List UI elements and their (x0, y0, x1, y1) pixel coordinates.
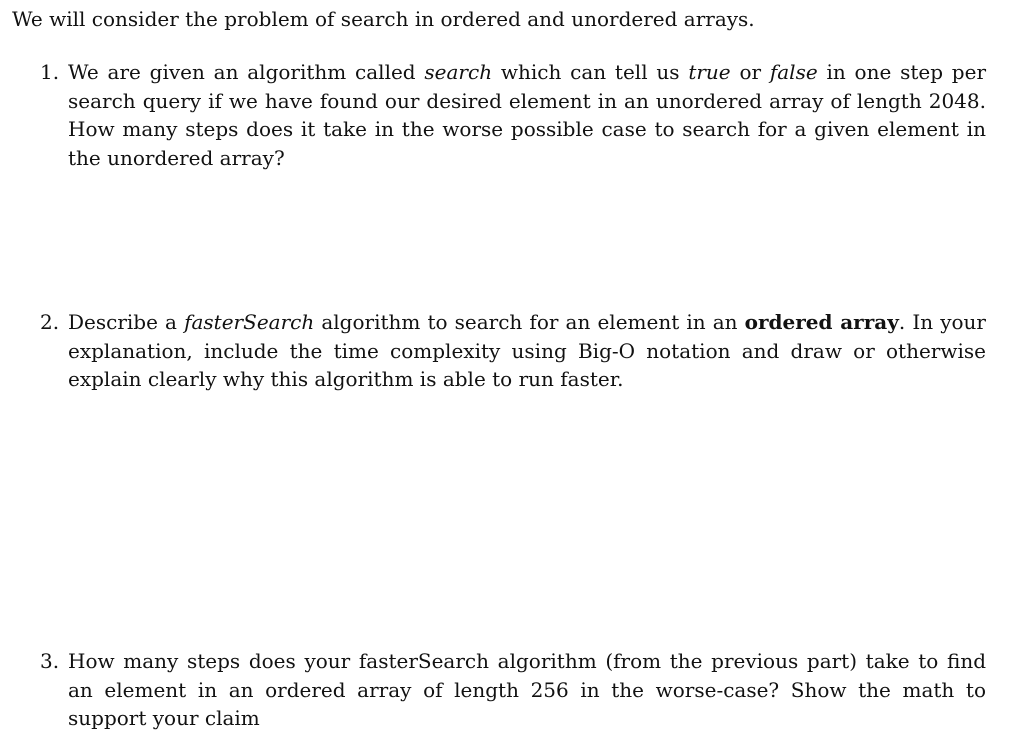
question-1-term-true: true (688, 60, 731, 84)
question-2-text (68, 308, 986, 394)
question-2-text-part: Describe a (68, 310, 185, 334)
intro-paragraph: We will consider the problem of search in ordered and unordered arrays. (12, 7, 755, 31)
question-3 (40, 647, 986, 733)
question-1-number: 1. (40, 60, 60, 84)
question-3-number: 3. (40, 649, 60, 673)
question-2-term-fastersearch: fasterSearch (184, 310, 315, 334)
question-1 (40, 58, 986, 172)
question-2-number: 2. (40, 310, 60, 334)
question-2-term-ordered-array: ordered array (744, 310, 899, 334)
question-1-text-part: which can tell us (492, 60, 689, 84)
question-1-text-part: in one step per search query if we have found our desired element in an unordered array of length 2048. How many steps does it take in the worse possible case to search for a given element in the unordered array? (68, 60, 986, 170)
question-3-text-part: How many steps does your fasterSearch algorithm (from the previous part) take to find an element in an ordered array of length 256 in the worse-case? Show the math to support your claim (68, 649, 986, 730)
question-3-text (68, 647, 986, 733)
question-2-text-part: algorithm to search for an element in an (314, 310, 745, 334)
question-2 (40, 308, 986, 394)
question-2-text-part: . In your explanation, include the time complexity using Big-O notation and draw or otherwise explain clearly why this algorithm is able to run faster. (68, 310, 986, 391)
question-1-text-part: We are given an algorithm called (68, 60, 425, 84)
question-1-term-false: false (769, 60, 818, 84)
question-1-text (68, 58, 986, 172)
question-1-term-search: search (424, 60, 493, 84)
question-1-text-part: or (730, 60, 770, 84)
